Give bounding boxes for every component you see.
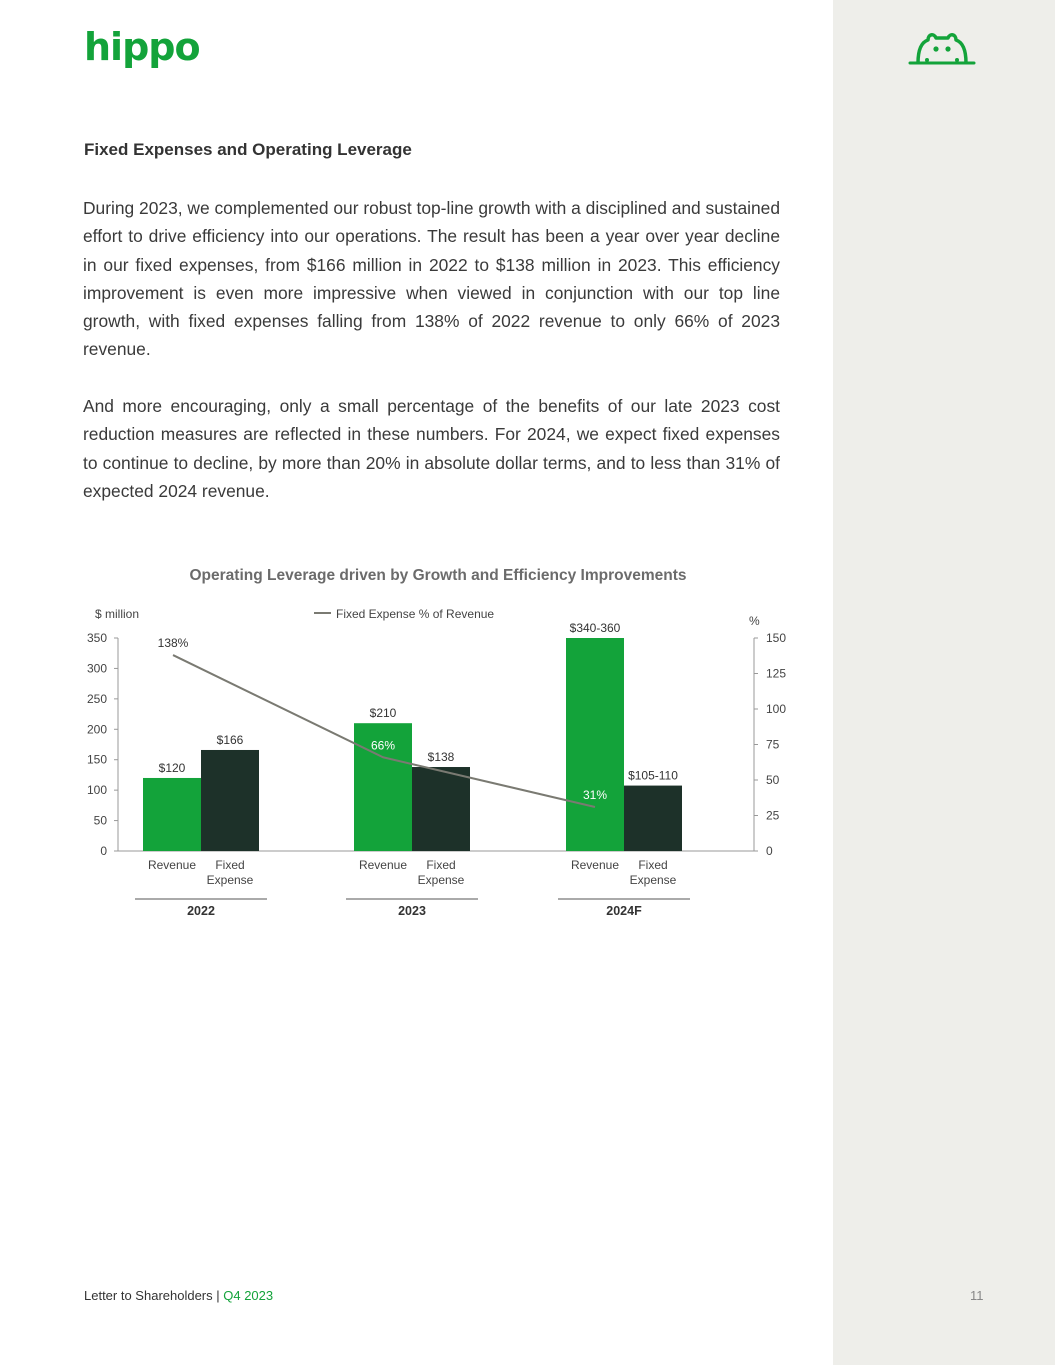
group-year-label: 2022 <box>187 904 215 918</box>
right-axis-tick-label: 0 <box>766 844 773 858</box>
bar-category-label: Fixed <box>638 858 668 872</box>
right-axis-tick-label: 75 <box>766 737 780 752</box>
bar-category-label: Revenue <box>570 858 620 872</box>
bar-revenue <box>143 778 201 851</box>
hippo-logo: hippo <box>84 25 200 69</box>
bar-category-label: Expense <box>206 873 254 887</box>
bar-category-label: Expense <box>417 873 465 887</box>
right-axis-tick-label: 50 <box>766 773 780 787</box>
pct-line-label: 66% <box>370 738 396 753</box>
bar-category-label: Fixed <box>215 858 245 872</box>
bar-value-label: $138 <box>427 750 455 765</box>
section-heading: Fixed Expenses and Operating Leverage <box>84 140 412 159</box>
chart-title: Operating Leverage driven by Growth and Efficiency Improvements <box>189 567 687 584</box>
bar-category-label: Revenue <box>358 858 408 872</box>
right-axis-tick-label: 25 <box>766 808 780 823</box>
right-axis-tick-label: 100 <box>766 702 787 716</box>
left-axis-tick-label: 250 <box>86 691 107 706</box>
left-axis-tick-label: 50 <box>93 813 107 828</box>
bar-value-label: $120 <box>158 760 186 775</box>
left-axis-tick-label: 300 <box>86 661 107 676</box>
bar-category-label: Fixed <box>426 858 456 872</box>
page-number: 11 <box>970 1288 984 1303</box>
bar-fixed-expense <box>201 750 259 851</box>
legend-label: Fixed Expense % of Revenue <box>336 607 495 621</box>
right-axis-tick-label: 125 <box>766 666 787 681</box>
left-axis-tick-label: 150 <box>86 752 107 767</box>
left-axis-tick-label: 0 <box>100 844 107 858</box>
bar-value-label: $210 <box>369 706 397 721</box>
bar-value-label: $340-360 <box>569 621 621 635</box>
bar-category-label: Revenue <box>147 858 197 872</box>
bar-fixed-expense <box>412 767 470 851</box>
hippo-mascot-icon <box>908 30 976 66</box>
pct-line-label: 31% <box>582 787 608 802</box>
bar-fixed-expense <box>624 786 682 851</box>
footer-quarter: Q4 2023 <box>223 1288 274 1303</box>
footer <box>84 1288 273 1303</box>
right-axis-unit: % <box>749 614 760 628</box>
group-year-label: 2023 <box>398 904 426 918</box>
paragraph-1: During 2023, we complemented our robust top-line growth with a disciplined and sustained effort to drive efficiency into our operations. The result has been a year over year decline in our fixed expenses, from $166 million in 2022 to $138 million in 2023. This efficiency improvement is even more impressive when viewed in conjunction with our top line growth, with fixed expenses falling from 138% of 2022 revenue to only 66% of 2023 revenue. <box>83 198 780 360</box>
bar-revenue <box>566 638 624 851</box>
bar-category-label: Expense <box>629 873 677 887</box>
pct-line-label: 138% <box>157 636 189 651</box>
left-axis-tick-label: 200 <box>86 722 107 737</box>
operating-leverage-chart <box>0 555 833 925</box>
left-axis-unit: $ million <box>95 607 140 621</box>
bar-value-label: $105-110 <box>628 768 678 783</box>
group-year-label: 2024F <box>606 904 642 918</box>
left-axis-tick-label: 100 <box>86 783 107 798</box>
bar-value-label: $166 <box>216 732 244 747</box>
footer-text: Letter to Shareholders | <box>84 1288 224 1303</box>
paragraph-2: And more encouraging, only a small percentage of the benefits of our late 2023 cost reduction measures are reflected in these numbers. For 2024, we expect fixed expenses to continue to decline, by more than 20% in absolute dollar terms, and to less than 31% of expected 2024 revenue. <box>83 396 780 501</box>
left-axis-tick-label: 350 <box>86 631 107 645</box>
right-sidebar-band <box>833 0 1055 1365</box>
right-axis-tick-label: 150 <box>766 631 787 645</box>
